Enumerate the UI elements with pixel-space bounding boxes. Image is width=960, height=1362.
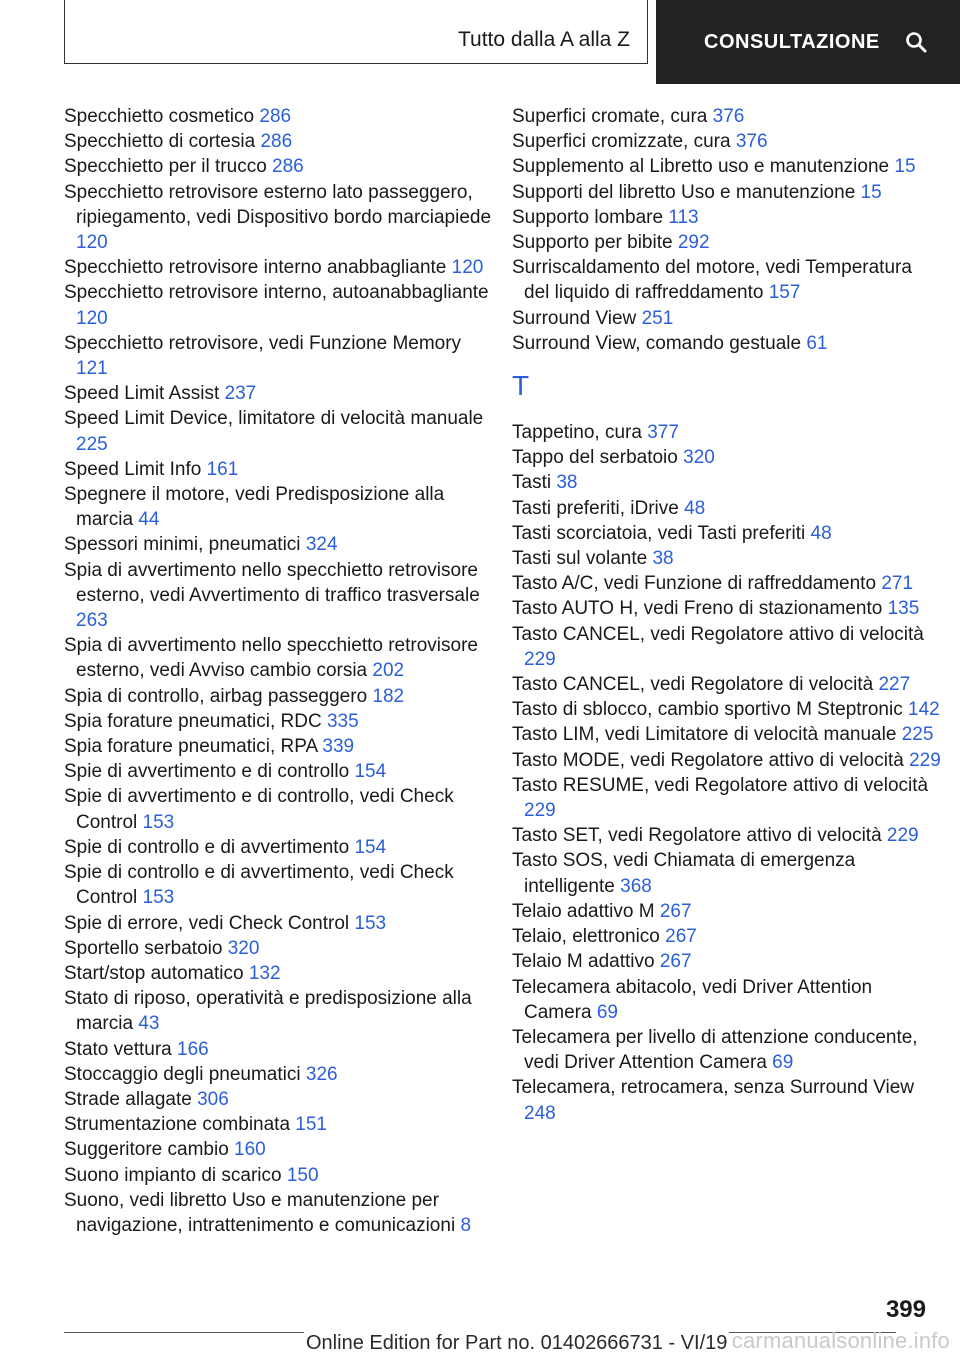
page-link[interactable]: 267 [659,900,692,922]
page-link[interactable]: 267 [665,926,697,948]
entry-text: Strumentazione combinata [64,1114,291,1136]
entry-text: Telecamera per livello di attenzione conducente, vedi Driver Attention Camera [512,1026,918,1074]
page-link[interactable]: 320 [227,937,260,959]
page-link[interactable]: 44 [138,509,160,531]
index-entry [64,1163,494,1188]
page-link[interactable]: 251 [641,307,674,329]
page-link[interactable]: 38 [652,548,674,570]
entry-text: Tasto SOS, vedi Chiamata di emergenza intelligente [512,850,856,897]
watermark: carmanualsonline.info [731,1328,950,1353]
page-link[interactable]: 150 [286,1164,319,1186]
entry-text: Specchietto retrovisore interno, autoanabbagliante [64,282,489,304]
entry-text: Telecamera, retrocamera, senza Surround View [512,1077,915,1099]
entry-text: Tasti preferiti, iDrive [512,497,679,519]
entry-text: Spegnere il motore, vedi Predisposizione alla marcia [64,484,445,531]
page-link[interactable]: 202 [372,660,405,682]
index-entry [512,1075,942,1125]
entry-text: Spie di controllo e di avvertimento, vedi Check Control [64,862,454,909]
entry-text: Spie di errore, vedi Check Control [64,912,350,934]
index-column-right [512,104,942,1126]
index-entry [512,445,942,470]
page-link[interactable]: 121 [76,358,108,380]
letter-heading: T [512,370,530,402]
entry-text: Stato vettura [64,1038,172,1060]
page-link[interactable]: 153 [142,811,175,833]
page-link[interactable]: 267 [659,951,692,973]
page-link[interactable]: 271 [881,573,914,595]
index-entry [512,496,942,521]
page-link[interactable]: 292 [677,232,710,254]
index-entry [512,306,942,331]
page-link[interactable]: 368 [620,875,652,897]
entry-text: Speed Limit Device, limitatore di velocità manuale [64,408,484,430]
entry-text: Telaio M adattivo [512,951,655,973]
page-link[interactable]: 48 [810,522,832,544]
entry-text: Stato di riposo, operatività e predisposizione alla marcia [64,988,472,1035]
section-title: Tutto dalla A alla Z [458,28,630,51]
page-link[interactable]: 376 [735,131,768,153]
index-entry [64,482,494,532]
index-entry [512,773,942,823]
index-entry [512,697,942,722]
index-entry [64,1188,494,1238]
page-link[interactable]: 135 [887,598,920,620]
index-entry [64,784,494,834]
entry-text: Spie di controllo e di avvertimento [64,836,350,858]
tab-label: CONSULTAZIONE [704,30,880,53]
page-link[interactable]: 237 [224,383,257,405]
index-entry [512,672,942,697]
entry-text: Spia di avvertimento nello specchietto retrovisore esterno, vedi Avvertimento di traffico trasversale [64,559,480,606]
index-entry [512,722,942,747]
index-entry [512,748,942,773]
index-entry [512,331,942,356]
page-link[interactable]: 286 [260,131,293,153]
page-link[interactable]: 8 [460,1214,472,1236]
edition-text: Online Edition for Part no. 01402666731 - VI/19 [306,1332,728,1354]
index-entry [64,986,494,1036]
index-entry [64,1112,494,1137]
tab-consultazione[interactable] [656,0,960,84]
entry-text: Spia di avvertimento nello specchietto retrovisore esterno, vedi Avviso cambio corsia [64,635,478,682]
entry-text: Surriscaldamento del motore, vedi Temperatura del liquido di raffreddamento [512,257,912,304]
index-entry [64,180,494,256]
entry-text: Speed Limit Assist [64,383,220,405]
page-link[interactable]: 120 [451,257,484,279]
page-link[interactable]: 142 [908,699,940,721]
entry-text: Supporto per bibite [512,232,673,254]
page-link[interactable]: 154 [354,761,387,783]
entry-text: Specchietto retrovisore esterno lato passeggero, ripiegamento, vedi Dispositivo bordo marciapiede [64,181,492,228]
index-entry [512,571,942,596]
entry-text: Supporti del libretto Uso e manutenzione [512,181,856,203]
page-link[interactable]: 286 [259,106,292,127]
index-entry [64,129,494,154]
page-number: 399 [885,1296,926,1323]
page-link[interactable]: 132 [248,962,281,984]
index-entry [512,255,942,305]
page-link[interactable]: 61 [806,332,828,354]
page-link[interactable]: 154 [354,836,387,858]
entry-text: Specchietto retrovisore, vedi Funzione Memory [64,332,462,354]
index-entry [64,331,494,381]
page-link[interactable]: 229 [909,749,941,771]
entry-text: Spia di controllo, airbag passeggero [64,685,368,707]
index-entry [64,406,494,456]
index-column-left [64,104,494,1238]
page-link[interactable]: 182 [372,685,405,707]
index-entry [512,129,942,154]
entry-text: Sportello serbatoio [64,937,223,959]
index-entry [512,924,942,949]
index-entry [64,381,494,406]
index-entry [64,1137,494,1162]
page-link[interactable]: 120 [76,307,108,329]
entry-text: Specchietto di cortesia [64,131,256,153]
entry-text: Telecamera abitacolo, vedi Driver Attention Camera [512,976,873,1023]
entry-text: Superfici cromate, cura [512,106,708,127]
page-link[interactable]: 120 [76,232,108,254]
entry-text: Speed Limit Info [64,458,202,480]
index-entry [512,154,942,179]
index-entry [512,622,942,672]
page-link[interactable]: 160 [234,1139,266,1161]
entry-text: Tasti [512,472,552,494]
index-entry [512,470,942,495]
entry-text: Spia forature pneumatici, RDC [64,710,322,732]
entry-text: Surround View, comando gestuale [512,332,802,354]
entry-text: Spessori minimi, pneumatici [64,534,301,556]
page-link[interactable]: 248 [524,1102,556,1124]
index-entry [64,709,494,734]
entry-text: Telaio adattivo M [512,900,655,922]
index-entry [64,104,494,129]
entry-text: Specchietto per il trucco [64,156,267,178]
index-entry [64,961,494,986]
index-entry [64,633,494,683]
entry-text: Tasto AUTO H, vedi Freno di stazionamento [512,598,883,620]
index-entry [64,936,494,961]
index-entry [512,1025,942,1075]
entry-text: Specchietto cosmetico [64,106,255,127]
page-link[interactable]: 48 [684,497,706,519]
page-link[interactable]: 335 [326,710,359,732]
page-link[interactable]: 376 [712,106,745,127]
index-entry [512,949,942,974]
index-entry [512,823,942,848]
entry-text: Tasto MODE, vedi Regolatore attivo di velocità [512,749,904,771]
entry-text: Tasti sul volante [512,548,648,570]
page-link[interactable]: 166 [177,1038,209,1060]
page-link[interactable]: 161 [206,458,239,480]
entry-text: Suono impianto di scarico [64,1164,282,1186]
page-link[interactable]: 153 [354,912,387,934]
page-link[interactable]: 69 [772,1052,794,1074]
index-entry [512,521,942,546]
entry-text: Tasto CANCEL, vedi Regolatore attivo di velocità [512,623,924,645]
entry-text: Supporto lombare [512,206,664,228]
index-entry [64,759,494,784]
page-link[interactable]: 377 [647,422,679,444]
index-entry [512,104,942,129]
page-link[interactable]: 15 [894,156,916,178]
entry-text: Tappo del serbatoio [512,447,678,469]
entry-text: Tasto SET, vedi Regolatore attivo di velocità [512,825,882,847]
entry-text: Telaio, elettronico [512,926,660,948]
index-entry [64,835,494,860]
index-entry [64,734,494,759]
entry-text: Spie di avvertimento e di controllo [64,761,350,783]
entry-text: Supplemento al Libretto uso e manutenzione [512,156,890,178]
page-link[interactable]: 326 [305,1063,338,1085]
entry-text: Start/stop automatico [64,962,244,984]
entry-text: Suggeritore cambio [64,1139,229,1161]
page-link[interactable]: 286 [272,156,304,178]
page-link[interactable]: 320 [683,447,715,469]
page-link[interactable]: 339 [322,736,355,758]
page-link[interactable]: 225 [901,724,934,746]
page-link[interactable]: 38 [556,472,578,494]
entry-text: Tasti scorciatoia, vedi Tasti preferiti [512,522,806,544]
index-entry [64,1087,494,1112]
index-entry [64,457,494,482]
entry-text: Tappetino, cura [512,422,642,444]
entry-text: Strade allagate [64,1088,192,1110]
index-entry [512,975,942,1025]
entry-text: Tasto CANCEL, vedi Regolatore di velocità [512,674,874,696]
index-entry [512,180,942,205]
page-link[interactable]: 229 [886,825,919,847]
page-link[interactable]: 227 [878,674,911,696]
page-link[interactable]: 153 [142,887,175,909]
index-entry [64,860,494,910]
page-link[interactable]: 15 [860,181,882,203]
page-link[interactable]: 229 [524,648,556,670]
index-entry [64,684,494,709]
index-entry [512,899,942,924]
index-entry [64,558,494,634]
page-link[interactable]: 157 [768,282,801,304]
index-entry [512,848,942,898]
index-entry [64,1062,494,1087]
page-link[interactable]: 306 [197,1088,229,1110]
page-link[interactable]: 151 [295,1114,327,1136]
entry-text: Spia forature pneumatici, RPA [64,736,318,758]
entry-text: Stoccaggio degli pneumatici [64,1063,301,1085]
entry-text: Tasto RESUME, vedi Regolatore attivo di velocità [512,774,929,796]
index-entry [512,205,942,230]
entry-text: Surround View [512,307,637,329]
search-icon[interactable] [904,30,928,54]
entry-text: Specchietto retrovisore interno anabbagliante [64,257,447,279]
entry-text: Suono, vedi libretto Uso e manutenzione per navigazione, intrattenimento e comunicazioni [64,1189,456,1236]
index-entry [64,532,494,557]
index-entry [512,596,942,621]
index-entry [64,1037,494,1062]
index-entry [64,280,494,330]
page-link[interactable]: 43 [138,1013,160,1035]
page-link[interactable]: 263 [76,610,108,632]
page-link[interactable]: 113 [668,206,699,228]
page-link[interactable]: 225 [76,433,108,455]
index-entry [512,546,942,571]
entry-text: Spie di avvertimento e di controllo, vedi Check Control [64,786,454,833]
index-entry [512,420,942,445]
index-entry [64,911,494,936]
page-link[interactable]: 229 [524,800,556,822]
index-entry [64,255,494,280]
entry-text: Superfici cromizzate, cura [512,131,731,153]
entry-text: Tasto di sblocco, cambio sportivo M Steptronic [512,699,903,721]
entry-text: Tasto A/C, vedi Funzione di raffreddamento [512,573,877,595]
page-link[interactable]: 324 [305,534,338,556]
index-entry [512,230,942,255]
page-link[interactable]: 69 [596,1001,618,1023]
index-entry [64,154,494,179]
entry-text: Tasto LIM, vedi Limitatore di velocità manuale [512,724,897,746]
